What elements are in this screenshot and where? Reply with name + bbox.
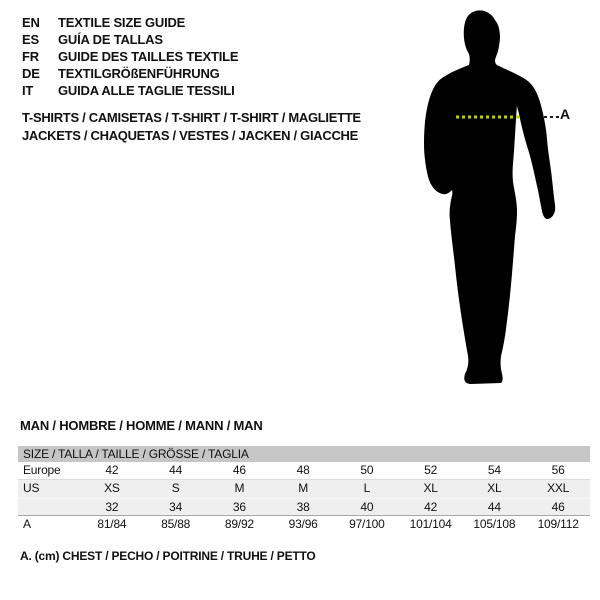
section-title-man: MAN / HOMBRE / HOMME / MANN / MAN — [20, 418, 263, 433]
list-item — [22, 82, 238, 99]
language-code: IT — [22, 83, 34, 98]
size-value: 42 — [424, 500, 438, 514]
row-label: Europe — [23, 463, 61, 477]
size-value: 38 — [296, 500, 310, 514]
row-label: US — [23, 481, 40, 495]
size-value: 85/88 — [161, 517, 191, 531]
size-value: 42 — [105, 463, 119, 477]
size-value: 105/108 — [473, 517, 516, 531]
man-silhouette-image — [415, 6, 560, 391]
row-label — [18, 499, 80, 516]
size-value: 81/84 — [97, 517, 127, 531]
list-item — [22, 65, 238, 82]
size-table-header: SIZE / TALLA / TAILLE / GRÖSSE / TAGLIA — [18, 446, 590, 462]
language-code: ES — [22, 32, 39, 47]
size-value: 36 — [232, 500, 246, 514]
size-value: 93/96 — [288, 517, 318, 531]
language-title: GUIDA ALLE TAGLIE TESSILI — [58, 83, 235, 98]
size-value: 52 — [424, 463, 438, 477]
table-row-europe — [18, 462, 590, 480]
size-value: S — [171, 481, 180, 495]
language-title: GUIDE DES TAILLES TEXTILE — [58, 49, 239, 64]
size-value: 34 — [169, 500, 183, 514]
size-value: XXL — [547, 481, 570, 495]
table-row-chest-cm — [18, 516, 590, 534]
man-silhouette — [415, 6, 560, 391]
size-value: M — [234, 481, 245, 495]
size-value: M — [298, 481, 309, 495]
size-table — [18, 446, 590, 534]
language-code: EN — [22, 15, 40, 30]
size-value: 56 — [551, 463, 565, 477]
measure-label-a: A — [560, 106, 571, 122]
table-row-us-letters — [18, 480, 590, 498]
garment-categories — [22, 109, 361, 144]
language-title: GUÍA DE TALLAS — [58, 32, 163, 47]
size-value: L — [363, 481, 371, 495]
measure-footnote: A. (cm) CHEST / PECHO / POITRINE / TRUHE / PETTO — [20, 549, 316, 563]
size-value: 89/92 — [224, 517, 254, 531]
size-value: XL — [423, 481, 438, 495]
size-value: 50 — [360, 463, 374, 477]
row-label: A — [23, 517, 31, 531]
size-value: 32 — [105, 500, 119, 514]
language-code: FR — [22, 49, 39, 64]
size-value: 97/100 — [349, 517, 385, 531]
list-item — [22, 48, 238, 65]
size-value: 46 — [232, 463, 246, 477]
size-value: XS — [104, 481, 120, 495]
category-line-tshirts: T-SHIRTS / CAMISETAS / T-SHIRT / T-SHIRT / MAGLIETTE — [22, 110, 361, 125]
category-line-jackets: JACKETS / CHAQUETAS / VESTES / JACKEN / GIACCHE — [22, 127, 358, 143]
size-value: 40 — [360, 500, 374, 514]
language-title: TEXTILGRÖßENFÜHRUNG — [58, 66, 220, 81]
size-value: 44 — [487, 500, 501, 514]
size-value: XL — [487, 481, 502, 495]
list-item — [22, 31, 238, 48]
size-value: 109/112 — [537, 517, 579, 531]
size-value: 44 — [169, 463, 183, 477]
size-value: 54 — [487, 463, 501, 477]
table-row-us-numbers — [18, 498, 590, 516]
list-item — [22, 14, 238, 31]
language-title: TEXTILE SIZE GUIDE — [58, 15, 186, 30]
size-value: 101/104 — [409, 517, 452, 531]
language-list — [22, 14, 238, 99]
language-code: DE — [22, 66, 40, 81]
size-value: 46 — [551, 500, 565, 514]
size-value: 48 — [296, 463, 310, 477]
